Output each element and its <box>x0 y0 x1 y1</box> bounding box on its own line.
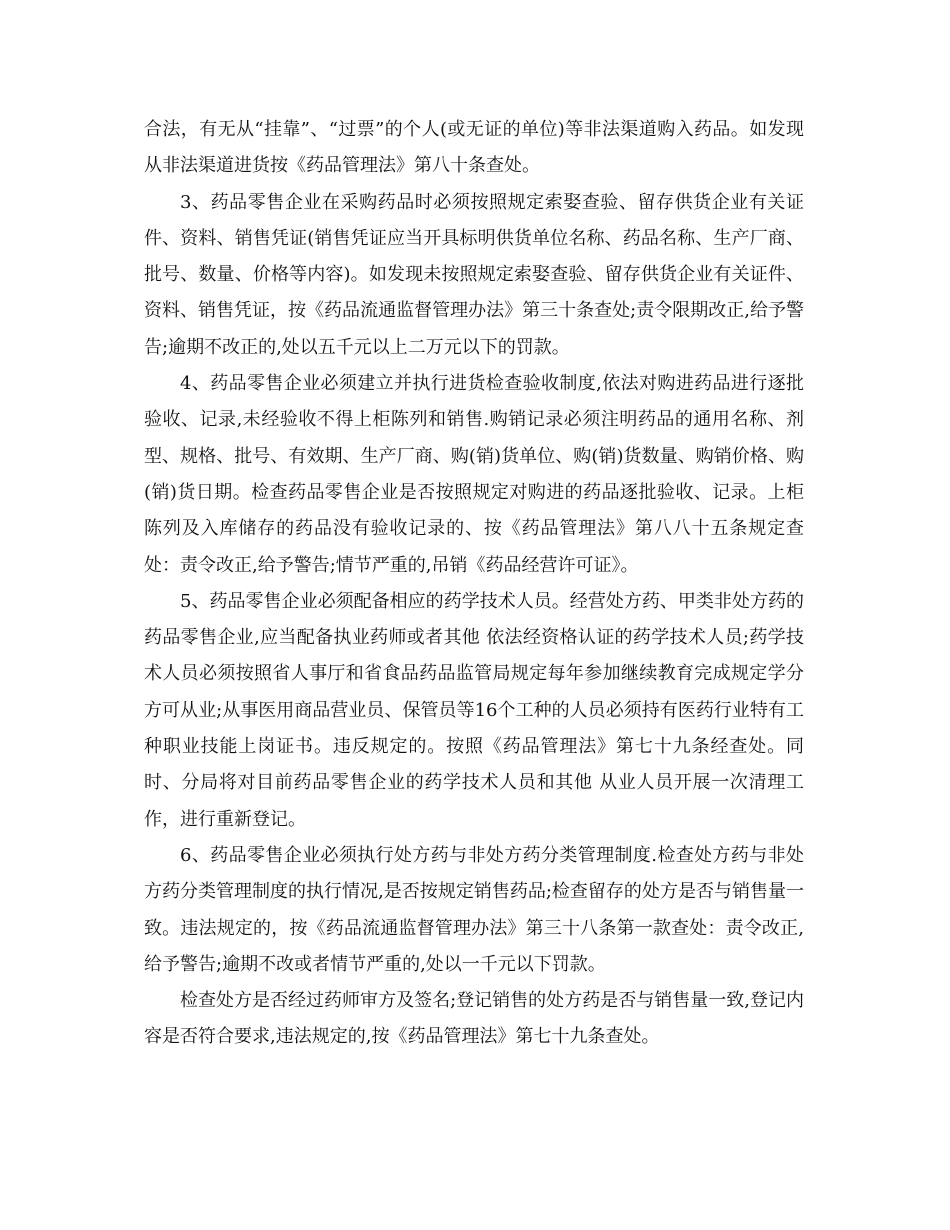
paragraph-continuation: 合法，有无从“挂靠”、“过票”的个人(或无证的单位)等非法渠道购入药品。如发现从非法渠道进货按《药品管理法》第八十条查处。 <box>144 119 804 177</box>
paragraph-item-4: 4、药品零售企业必须建立并执行进货检查验收制度,依法对购进药品进行逐批验收、记录,未经验收不得上柜陈列和销售.购销记录必须注明药品的通用名称、剂型、规格、批号、有效期、生产厂商、购(销)货单位、购(销)货数量、购销价格、购(销)货日期。检查药品零售企业是否按照规定对购进的药品逐批验收、记录。上柜陈列及入库储存的药品没有验收记录的、按《药品管理法》第八八十五条规定查处：责令改正,给予警告;情节严重的,吊销《药品经营许可证》。 <box>144 373 804 576</box>
paragraph-item-6: 6、药品零售企业必须执行处方药与非处方药分类管理制度.检查处方药与非处方药分类管理制度的执行情况,是否按规定销售药品;检查留存的处方是否与销售量一致。违法规定的，按《药品流通监督管理办法》第三十八条第一款查处：责令改正,给予警告;逾期不改或者情节严重的,处以一千元以下罚款。 <box>144 844 804 975</box>
paragraph-prescription-check: 检查处方是否经过药师审方及签名;登记销售的处方药是否与销售量一致,登记内容是否符合要求,违法规定的,按《药品管理法》第七十九条查处。 <box>144 990 804 1048</box>
paragraph-item-5: 5、药品零售企业必须配备相应的药学技术人员。经营处方药、甲类非处方药的药品零售企业,应当配备执业药师或者其他 依法经资格认证的药学技术人员;药学技术人员必须按照省人事厅和省食品药品监管局规定每年参加继续教育完成规定学分方可从业;从事医用商品营业员、保管员等16个工种的人员必须持有医药行业特有工种职业技能上岗证书。违反规定的。按照《药品管理法》第七十九条经查处。同时、分局将对目前药品零售企业的药学技术人员和其他 从业人员开展一次清理工作，进行重新登记。 <box>144 590 804 830</box>
document-body <box>144 112 804 1056</box>
paragraph-item-3: 3、药品零售企业在采购药品时必须按照规定索娶查验、留存供货企业有关证件、资料、销售凭证(销售凭证应当开具标明供货单位名称、药品名称、生产厂商、批号、数量、价格等内容)。如发现未按照规定索娶查验、留存供货企业有关证件、资料、销售凭证，按《药品流通监督管理办法》第三十条查处;责令限期改正,给予警告;逾期不改正的,处以五千元以上二万元以下的罚款。 <box>144 191 804 358</box>
